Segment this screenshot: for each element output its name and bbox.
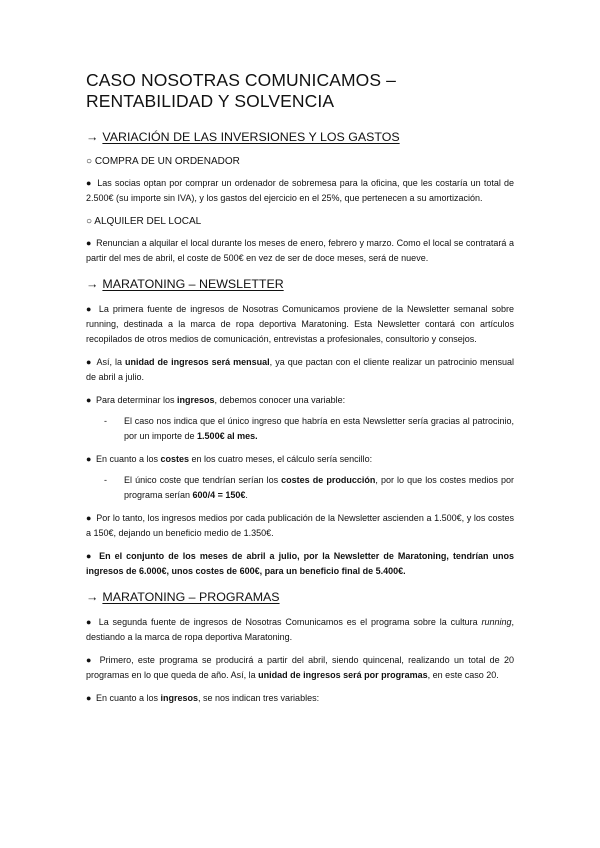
document-title [86,70,514,112]
text-run: , destiando a la marca de ropa deportiva Maratoning. [86,617,514,642]
bullet-icon: ● [86,454,92,464]
text-run: , ya que pactan con el cliente realizar un patrocinio mensual de abril a julio. [86,357,514,382]
paragraph-programas-unidad [86,653,514,683]
bullet-icon: ● [86,304,93,314]
dash-item-patrocinio [86,414,514,444]
paragraph-costes [86,452,514,467]
subsection-heading-text: ALQUILER DEL LOCAL [94,216,202,227]
text-run: , se nos indican tres variables: [198,693,320,703]
circle-bullet-icon: ○ [86,156,93,167]
paragraph-ingresos-variable [86,393,514,408]
circle-bullet-icon: ○ [86,216,93,227]
paragraph-text: Renuncian a alquilar el local durante los meses de enero, febrero y marzo. Como el local se contratará a partir del mes de abril, el coste de 500€ en vez de ser de doce meses, será de nueve. [86,238,514,263]
text-run: Primero, este programa se producirá a partir del abril, siendo quincenal, realizando un total de 20 programas en lo que queda de año. Así, la [86,655,514,680]
paragraph-alquiler [86,236,514,266]
paragraph-text: La primera fuente de ingresos de Nosotras Comunicamos proviene de la Newsletter semanal sobre running, destinada a la marca de ropa deportiva Maratoning. Esta Newsletter contará con artículos recopilados de otros medios de comunicación, entrevistas a profesionales, consultorio y consejos. [86,304,515,344]
bold-run: 600/4 = 150€ [192,490,246,500]
text-run: Para determinar los [95,395,177,405]
title-line-1: CASO NOSOTRAS COMUNICAMOS – [86,70,396,90]
bullet-icon: ● [86,357,92,367]
subsection-heading-ordenador [86,155,514,168]
paragraph-beneficio-medio [86,511,514,541]
bullet-icon: ● [86,693,92,703]
paragraph-text: Las socias optan por comprar un ordenador de sobremesa para la oficina, que les costaría un total de 2.500€ (su importe sin IVA), y los gastos del ejercicio en el 25%, que pertenecen a su amortización. [86,178,514,203]
bold-run: unidad de ingresos será mensual [125,357,270,367]
bold-run: unidad de ingresos será por programas [258,670,428,680]
arrow-right-icon: → [86,277,99,291]
bullet-icon: ● [86,551,93,561]
dash-item-text [124,414,514,444]
bullet-icon: ● [86,395,92,405]
text-run: , en este caso 20. [427,670,499,680]
text-run: . [245,490,248,500]
section-heading-text: MARATONING – PROGRAMAS [102,590,280,604]
paragraph-conjunto-meses [86,549,514,579]
paragraph-programas-intro [86,615,514,645]
text-run: , debemos conocer una variable: [214,395,346,405]
subsection-heading-alquiler [86,215,514,228]
bullet-icon: ● [86,655,94,665]
section-heading-text: VARIACIÓN DE LAS INVERSIONES Y LOS GASTOS [102,130,400,144]
arrow-right-icon: → [86,590,99,604]
section-heading-inversiones [86,130,514,145]
text-run: El único coste que tendrían serían los [124,475,282,485]
bold-run: 1.500€ al mes. [197,431,258,441]
dash-item-text [124,473,514,503]
paragraph-unidad-mensual [86,355,514,385]
bold-paragraph-text: En el conjunto de los meses de abril a julio, por la Newsletter de Maratoning, tendrían unos ingresos de 6.000€, unos costes de 600€, para un beneficio final de 5.400€. [86,551,514,576]
bold-run: costes de producción [281,475,376,485]
dash-bullet-icon: - [104,475,107,485]
dash-bullet-icon: - [104,416,107,426]
subsection-heading-text: COMPRA DE UN ORDENADOR [94,156,240,167]
bold-run: ingresos [177,395,215,405]
paragraph-ordenador [86,176,514,206]
italic-run: running [481,617,512,627]
bold-run: ingresos [160,693,199,703]
title-line-2: RENTABILIDAD Y SOLVENCIA [86,91,335,111]
text-run: En cuanto a los [95,693,161,703]
bullet-icon: ● [86,513,92,523]
arrow-right-icon: → [86,130,99,144]
section-heading-programas [86,590,514,605]
text-run: Así, la [96,357,126,367]
section-heading-newsletter [86,277,514,292]
text-run: , por lo que los costes medios por programa serían [124,475,514,500]
section-heading-text: MARATONING – NEWSLETTER [102,277,284,291]
text-run: El caso nos indica que el único ingreso que habría en esta Newsletter sería gracias al patrocinio, por un importe de [124,416,514,441]
bullet-icon: ● [86,238,92,248]
text-run: La segunda fuente de ingresos de Nosotras Comunicamos es el programa sobre la cultura [98,617,482,627]
text-run: en los cuatro meses, el cálculo sería sencillo: [189,454,373,464]
paragraph-programas-ingresos [86,691,514,706]
text-run: En cuanto a los [95,454,161,464]
bullet-icon: ● [86,617,93,627]
bold-run: costes [160,454,190,464]
paragraph-text: Por lo tanto, los ingresos medios por cada publicación de la Newsletter ascienden a 1.500€, y los costes a 150€, dejando un beneficio medio de 1.350€. [86,513,514,538]
dash-item-costes-produccion [86,473,514,503]
bullet-icon: ● [86,178,93,188]
paragraph-newsletter-intro [86,302,514,347]
